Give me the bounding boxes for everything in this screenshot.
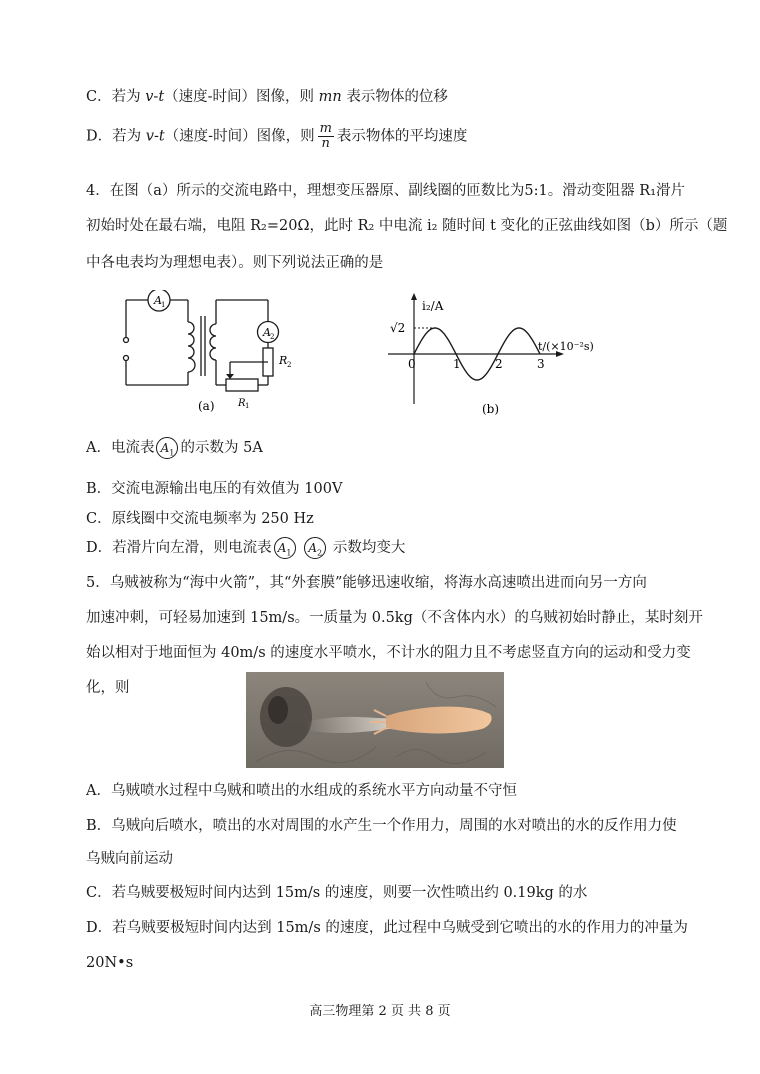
caption-a: (a) bbox=[198, 399, 215, 413]
ammeter-a2-symbol: $A_2$ bbox=[304, 537, 326, 559]
x-axis-label: t/(×10⁻²s) bbox=[538, 340, 594, 353]
q5-option-a: A．乌贼喷水过程中乌贼和喷出的水组成的系统水平方向动量不守恒 bbox=[86, 783, 517, 799]
r2-sub: 2 bbox=[287, 361, 292, 369]
ammeter-a1-symbol: $A_1$ bbox=[274, 537, 296, 559]
ammeter-a1-symbol: $A_1$ bbox=[156, 437, 178, 459]
q5-stem-line2: 加速冲刺，可轻易加速到 15m/s。一质量为 0.5kg（不含体内水）的乌贼初始时静止，某时刻开 bbox=[86, 610, 703, 626]
q5-option-b-line1: B．乌贼向后喷水，喷出的水对周围的水产生一个作用力，周围的水对喷出的水的反作用力使 bbox=[86, 818, 677, 834]
q4-option-d: D．若滑片向左滑，则电流表 $A_1$ $A_2$ 示数均变大 bbox=[86, 537, 405, 559]
source-terminal bbox=[124, 338, 129, 343]
ammeter-a2-label: A bbox=[263, 326, 271, 339]
q3-option-d: D．若为 v-t（速度-时间）图像，则 $\frac{m}{n}$ 表示物体的平均速度 bbox=[86, 121, 468, 151]
ammeter-a1-label: A bbox=[154, 294, 162, 307]
page-footer: 高三物理第 2 页 共 8 页 bbox=[309, 1004, 451, 1019]
fraction-m-over-n: $\frac{m}{n}$ bbox=[319, 121, 332, 151]
q5-stem-line4: 化，则 bbox=[86, 680, 130, 696]
q4-stem-line2: 初始时处在最右端，电阻 R₂=20Ω，此时 R₂ 中电流 i₂ 随时间 t 变化的正弦曲线如图（b）所示（题 bbox=[86, 218, 728, 234]
q5-option-c: C．若乌贼要极短时间内达到 15m/s 的速度，则要一次性喷出约 0.19kg 的水 bbox=[86, 885, 588, 901]
x-tick-label: 2 bbox=[495, 357, 503, 371]
r2-label: R bbox=[279, 354, 288, 367]
x-tick-label: 0 bbox=[408, 357, 416, 371]
q5-stem-line3: 始以相对于地面恒为 40m/s 的速度水平喷水，不计水的阻力且不考虑竖直方向的运动和受力变 bbox=[86, 645, 691, 661]
x-tick-label: 3 bbox=[537, 357, 545, 371]
q5-stem-line1: 5．乌贼被称为“海中火箭”，其“外套膜”能够迅速收缩，将海水高速喷出进而向另一方向 bbox=[86, 575, 647, 591]
q3-option-c: C．若为 v-t（速度-时间）图像，则 mn 表示物体的位移 bbox=[86, 89, 448, 105]
peak-label: √2 bbox=[390, 321, 406, 335]
q5-option-b-line2: 乌贼向前运动 bbox=[86, 851, 173, 867]
q4-option-a: A．电流表 $A_1$ 的示数为 5A bbox=[86, 437, 263, 459]
q5-option-d-line2: 20N•s bbox=[86, 955, 134, 971]
circuit-diagram-a bbox=[112, 290, 312, 415]
y-axis-arrow bbox=[411, 293, 417, 300]
r1-label: R bbox=[238, 398, 246, 409]
q4-stem-line1: 4．在图（a）所示的交流电路中，理想变压器原、副线圈的匝数比为5:1。滑动变阻器 R₁滑片 bbox=[86, 183, 686, 199]
y-axis-label: i₂/A bbox=[422, 299, 444, 313]
r1-sub: 1 bbox=[245, 402, 250, 410]
q4-option-b: B．交流电源输出电压的有效值为 100V bbox=[86, 481, 343, 497]
q5-option-d-line1: D．若乌贼要极短时间内达到 15m/s 的速度，此过程中乌贼受到它喷出的水的作用力的冲量为 bbox=[86, 920, 688, 936]
squid-photo bbox=[246, 672, 504, 768]
q4-option-c: C．原线圈中交流电频率为 250 Hz bbox=[86, 511, 314, 527]
ammeter-a1-sub: 1 bbox=[161, 301, 166, 309]
ammeter-a2-sub: 2 bbox=[270, 333, 275, 341]
current-time-graph-b bbox=[378, 292, 608, 418]
q4-stem-line3: 中各电表均为理想电表）。则下列说法正确的是 bbox=[86, 255, 384, 271]
x-tick-label: 1 bbox=[453, 357, 461, 371]
source-terminal bbox=[124, 356, 129, 361]
caption-b: (b) bbox=[482, 402, 500, 416]
